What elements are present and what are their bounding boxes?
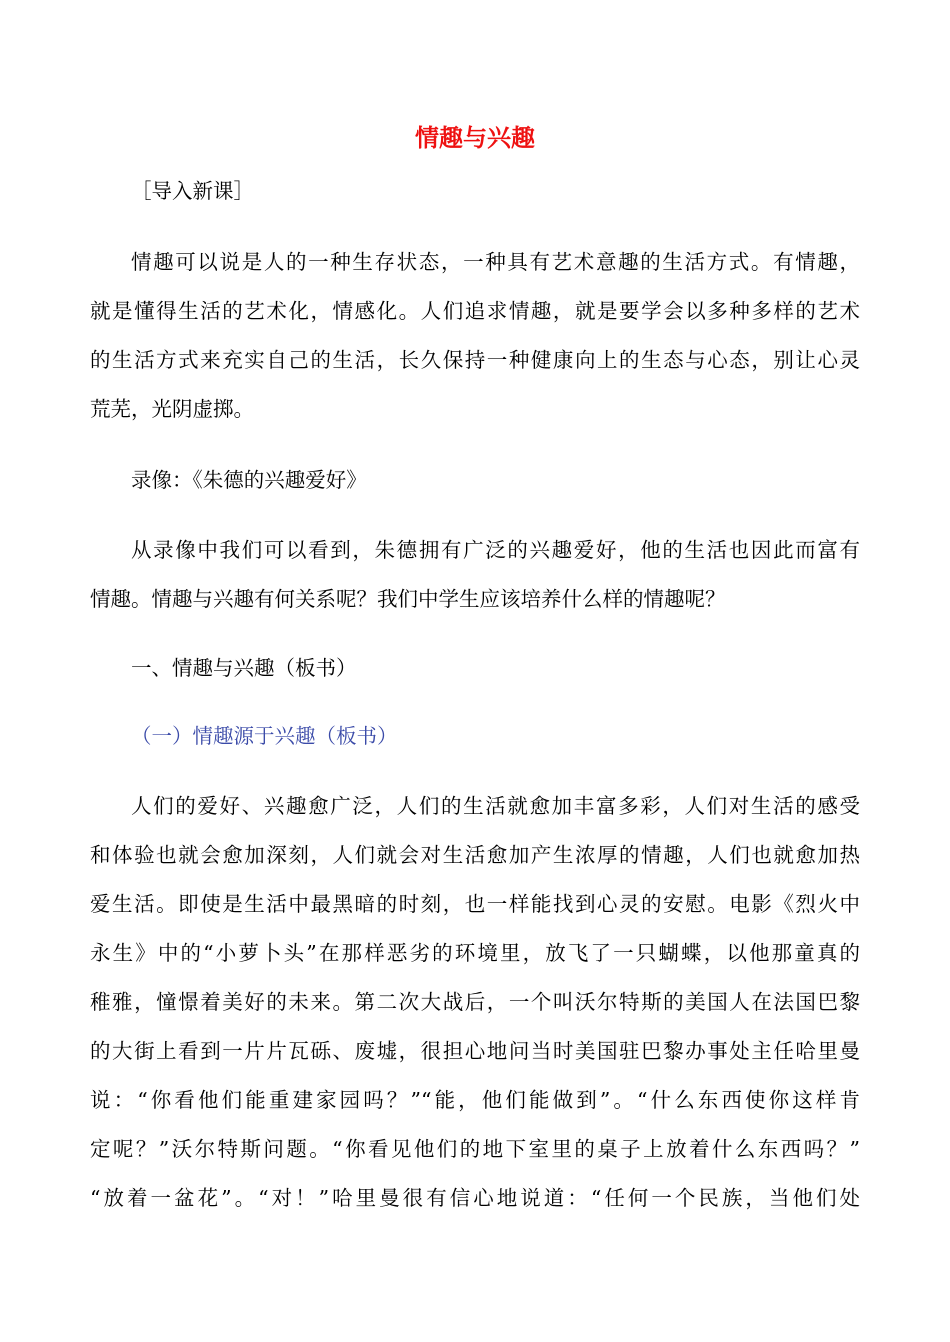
video-line: 录像：《朱德的兴趣爱好》 bbox=[131, 468, 367, 492]
paragraph-3-line-9: “放着一盆花”。“对！”哈里曼很有信心地说道：“任何一个民族，当他们处 bbox=[90, 1186, 860, 1210]
paragraph-2-line-2: 情趣。情趣与兴趣有何关系呢？我们中学生应该培养什么样的情趣呢？ bbox=[90, 587, 726, 611]
paragraph-3-line-8: 定呢？”沃尔特斯问题。“你看见他们的地下室里的桌子上放着什么东西吗？” bbox=[90, 1137, 860, 1161]
paragraph-3-line-7: 说：“你看他们能重建家园吗？”“能，他们能做到”。“什么东西使你这样肯 bbox=[90, 1088, 860, 1112]
paragraph-3-line-6: 的大街上看到一片片瓦砾、废墟，很担心地问当时美国驻巴黎办事处主任哈里曼 bbox=[90, 1039, 860, 1063]
paragraph-1-line-3: 的生活方式来充实自己的生活，长久保持一种健康向上的生态与心态，别让心灵 bbox=[90, 348, 860, 372]
paragraph-3-line-2: 和体验也就会愈加深刻，人们就会对生活愈加产生浓厚的情趣，人们也就愈加热 bbox=[90, 843, 860, 867]
document-title: 情趣与兴趣 bbox=[415, 123, 535, 152]
section-heading-1: 一、情趣与兴趣（板书） bbox=[131, 656, 357, 680]
paragraph-1-line-1: 情趣可以说是人的一种生存状态，一种具有艺术意趣的生活方式。有情趣， bbox=[131, 250, 860, 274]
paragraph-1-line-2: 就是懂得生活的艺术化，情感化。人们追求情趣，就是要学会以多种多样的艺术 bbox=[90, 299, 860, 323]
paragraph-3-line-5: 稚雅，憧憬着美好的未来。第二次大战后，一个叫沃尔特斯的美国人在法国巴黎 bbox=[90, 990, 860, 1014]
subsection-heading-1: （一）情趣源于兴趣（板书） bbox=[131, 724, 398, 748]
paragraph-3-line-3: 爱生活。即使是生活中最黑暗的时刻，也一样能找到心灵的安慰。电影《烈火中 bbox=[90, 892, 860, 916]
paragraph-1-line-4: 荒芜，光阴虚掷。 bbox=[90, 397, 254, 421]
paragraph-3-line-4: 永生》中的“小萝卜头”在那样恶劣的环境里，放飞了一只蝴蝶，以他那童真的 bbox=[90, 941, 860, 965]
intro-heading: ［导入新课］ bbox=[131, 179, 254, 203]
paragraph-2-line-1: 从录像中我们可以看到，朱德拥有广泛的兴趣爱好，他的生活也因此而富有 bbox=[131, 538, 860, 562]
paragraph-3-line-1: 人们的爱好、兴趣愈广泛，人们的生活就愈加丰富多彩，人们对生活的感受 bbox=[131, 794, 860, 818]
